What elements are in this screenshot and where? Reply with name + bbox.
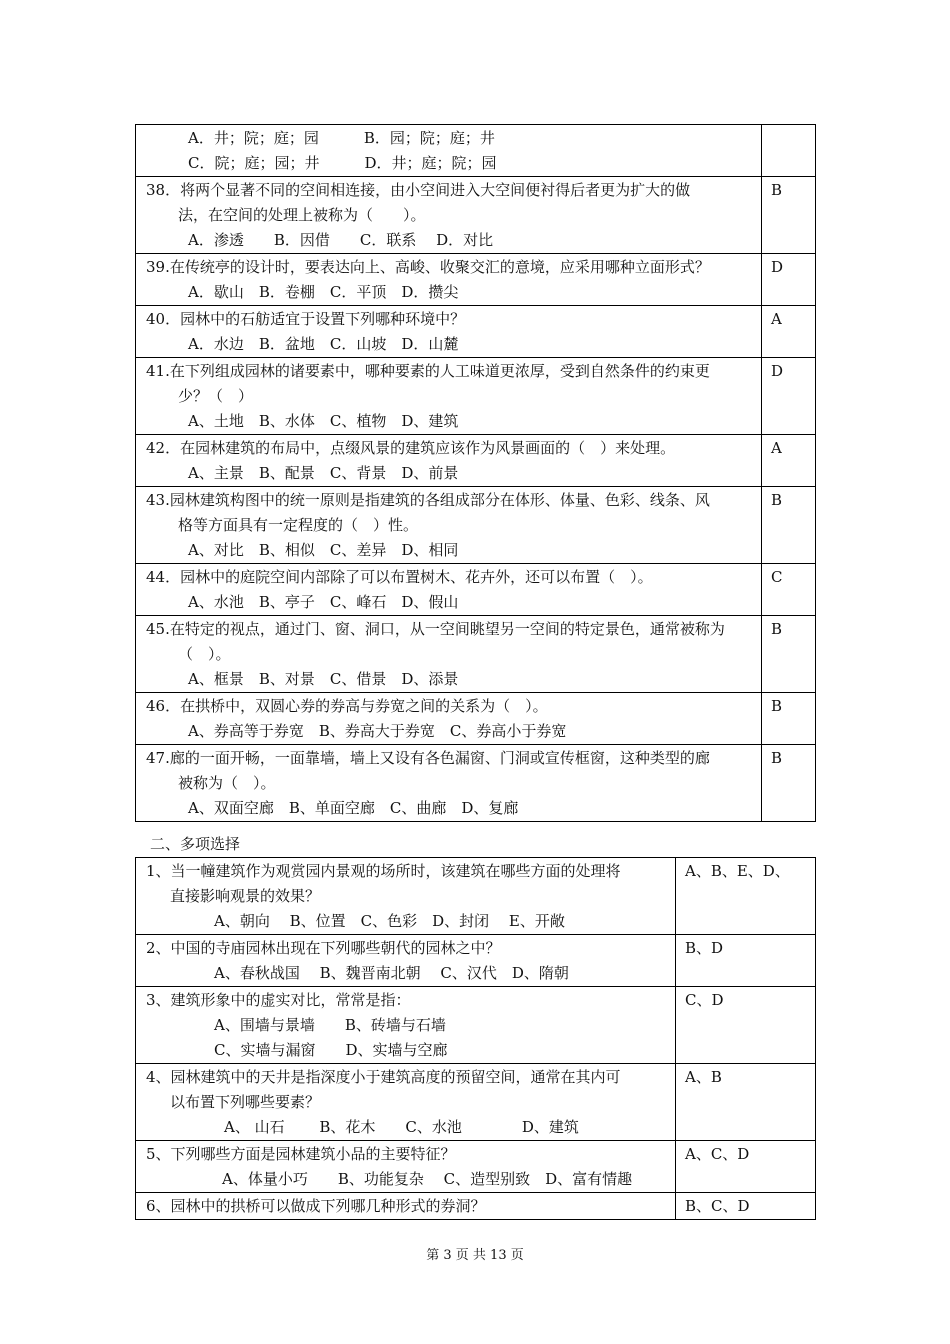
question-cell	[136, 177, 762, 254]
question-text: 46．在拱桥中，双圆心券的券高与券宽之间的关系为（ ）。	[146, 697, 548, 715]
question-cell	[136, 435, 762, 487]
question-text: 6、园林中的拱桥可以做成下列哪几种形式的券洞？	[146, 1197, 486, 1215]
question-line: 少？（ ）	[178, 387, 254, 405]
question-text: 39.在传统亭的设计时，要表达向上、高峻、收聚交汇的意境，应采用哪种立面形式？	[146, 258, 710, 276]
question-line: 以布置下列哪些要素？	[170, 1093, 321, 1111]
answer-cell: A	[762, 435, 816, 487]
question-text: 41.在下列组成园林的诸要素中，哪种要素的人工味道更浓厚，受到自然条件的约束更	[146, 362, 710, 380]
question-text: 40．园林中的石舫适宜于设置下列哪种环境中？	[146, 310, 466, 328]
question-line: A、主景 B、配景 C、背景 D、前景	[188, 464, 459, 482]
question-line: A、围墙与景墙 B、砖墙与石墙	[214, 1016, 446, 1034]
question-cell	[136, 745, 762, 822]
answer-cell: B	[762, 745, 816, 822]
single-choice-row	[136, 306, 816, 358]
question-cell	[136, 935, 676, 987]
question-line: A、 山石 B、花木 C、水池 D、建筑	[224, 1118, 579, 1136]
single-choice-row	[136, 487, 816, 564]
question-text: 1、当一幢建筑作为观赏园内景观的场所时，该建筑在哪些方面的处理将	[146, 862, 621, 880]
question-text: 43.园林建筑构图中的统一原则是指建筑的各组成部分在体形、体量、色彩、线条、风	[146, 491, 710, 509]
question-cell	[136, 693, 762, 745]
question-line: A、框景 B、对景 C、借景 D、添景	[188, 670, 459, 688]
single-choice-row	[136, 254, 816, 306]
question-cell	[136, 487, 762, 564]
answer-cell: A、B、E、D、	[676, 858, 816, 935]
answer-cell	[762, 125, 816, 177]
answer-cell: C	[762, 564, 816, 616]
question-text: 38．将两个显著不同的空间相连接，由小空间进入大空间便衬得后者更为扩大的做	[146, 181, 691, 199]
question-cell	[136, 358, 762, 435]
answer-cell: B	[762, 177, 816, 254]
page-footer: 第 3 页 共 13 页	[426, 1248, 524, 1263]
single-choice-row	[136, 564, 816, 616]
multi-choice-table	[135, 857, 816, 1220]
question-line: A、土地 B、水体 C、植物 D、建筑	[188, 412, 459, 430]
question-text: 5、下列哪些方面是园林建筑小品的主要特征？	[146, 1145, 456, 1163]
question-line: A、券高等于券宽 B、券高大于券宽 C、券高小于券宽	[188, 722, 567, 740]
answer-cell: A	[762, 306, 816, 358]
single-choice-row	[136, 125, 816, 177]
question-text: 2、中国的寺庙园林出现在下列哪些朝代的园林之中？	[146, 939, 501, 957]
single-choice-row	[136, 358, 816, 435]
question-line: C、实墙与漏窗 D、实墙与空廊	[214, 1041, 448, 1059]
question-text: 3、建筑形象中的虚实对比，常常是指：	[146, 991, 411, 1009]
single-choice-row	[136, 745, 816, 822]
question-cell	[136, 616, 762, 693]
multi-choice-row	[136, 1064, 816, 1141]
question-cell	[136, 858, 676, 935]
question-line: 被称为（ ）。	[178, 774, 276, 792]
single-choice-row	[136, 435, 816, 487]
question-cell	[136, 1193, 676, 1220]
multi-choice-row	[136, 987, 816, 1064]
answer-cell: B	[762, 487, 816, 564]
question-line: A．渗透 B．因借 C．联系 D．对比	[188, 231, 494, 249]
answer-cell: B、D	[676, 935, 816, 987]
question-cell	[136, 564, 762, 616]
multi-choice-row	[136, 935, 816, 987]
question-line: 格等方面具有一定程度的（ ）性。	[178, 516, 419, 534]
question-line: A、双面空廊 B、单面空廊 C、曲廊 D、复廊	[188, 799, 519, 817]
question-line: A．水边 B．盆地 C．山坡 D．山麓	[188, 335, 459, 353]
multi-choice-row	[136, 1193, 816, 1220]
question-line: A、对比 B、相似 C、差异 D、相同	[188, 541, 459, 559]
question-text: 4、园林建筑中的天井是指深度小于建筑高度的预留空间，通常在其内可	[146, 1068, 621, 1086]
answer-cell: D	[762, 358, 816, 435]
answer-cell: A、B	[676, 1064, 816, 1141]
question-text: 44．园林中的庭院空间内部除了可以布置树木、花卉外，还可以布置（ ）。	[146, 568, 653, 586]
question-line: 直接影响观景的效果？	[170, 887, 321, 905]
question-line: A、春秋战国 B、魏晋南北朝 C、汉代 D、隋朝	[214, 964, 569, 982]
question-line: A、水池 B、亭子 C、峰石 D、假山	[188, 593, 459, 611]
answer-cell: A、C、D	[676, 1141, 816, 1193]
answer-cell: B	[762, 616, 816, 693]
answer-cell: D	[762, 254, 816, 306]
question-line: A、体量小巧 B、功能复杂 C、造型别致 D、富有情趣	[222, 1170, 633, 1188]
question-cell	[136, 125, 762, 177]
question-text: 42．在园林建筑的布局中，点缀风景的建筑应该作为风景画面的（ ）来处理。	[146, 439, 676, 457]
single-choice-row	[136, 693, 816, 745]
question-line: A．歇山 B．卷棚 C．平顶 D．攒尖	[188, 283, 459, 301]
question-line: （ ）。	[178, 645, 231, 663]
single-choice-row	[136, 616, 816, 693]
multi-choice-row	[136, 858, 816, 935]
question-cell	[136, 306, 762, 358]
answer-cell: B、C、D	[676, 1193, 816, 1220]
question-line: 法，在空间的处理上被称为（ ）。	[178, 206, 426, 224]
answer-cell: B	[762, 693, 816, 745]
question-cell	[136, 987, 676, 1064]
question-cell	[136, 1064, 676, 1141]
question-text: 47.廊的一面开畅，一面靠墙，墙上又设有各色漏窗、门洞或宣传框窗，这种类型的廊	[146, 749, 710, 767]
single-choice-table	[135, 124, 816, 822]
question-text: 45.在特定的视点，通过门、窗、洞口，从一空间眺望另一空间的特定景色，通常被称为	[146, 620, 725, 638]
question-line: C．院；庭；园；井 D．井；庭；院；园	[188, 154, 497, 172]
answer-cell: C、D	[676, 987, 816, 1064]
multi-choice-row	[136, 1141, 816, 1193]
multi-choice-section-title: 二、多项选择	[150, 835, 241, 853]
question-text: A．井；院；庭；园 B．园；院；庭；井	[188, 129, 495, 147]
question-cell	[136, 254, 762, 306]
single-choice-row	[136, 177, 816, 254]
question-cell	[136, 1141, 676, 1193]
question-line: A、朝向 B、位置 C、色彩 D、封闭 E、开敞	[214, 912, 565, 930]
